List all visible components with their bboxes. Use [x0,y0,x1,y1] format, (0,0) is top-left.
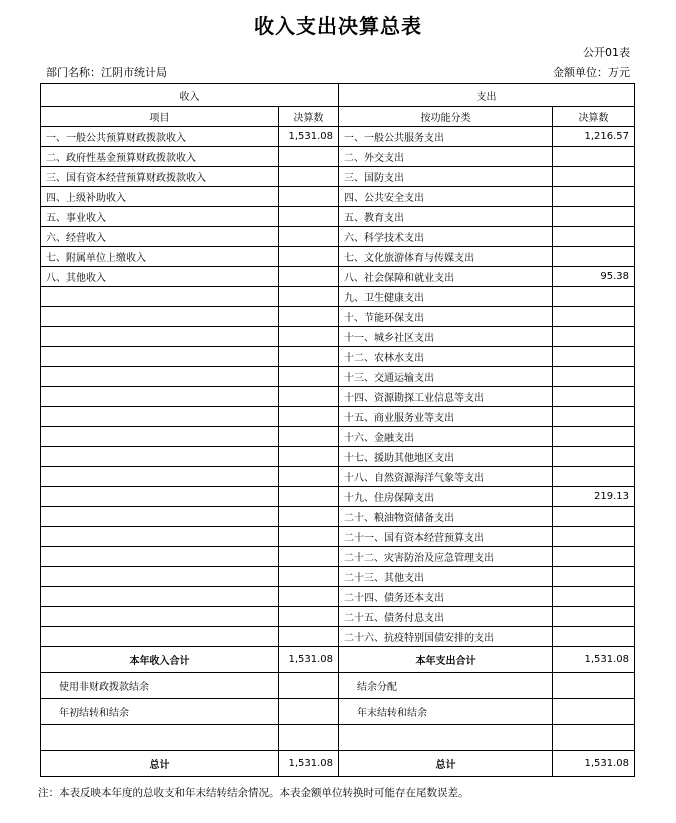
amount-unit: 金额单位：万元 [553,66,630,79]
income-item-value [279,227,339,247]
income-item-value [279,507,339,527]
income-item-name [41,627,279,647]
table-row [41,207,635,227]
table-row [41,167,635,187]
expense-item-name: 五、教育支出 [339,207,553,227]
expense-item-name: 四、公共安全支出 [339,187,553,207]
income-extra-value [279,673,339,699]
income-item-value [279,527,339,547]
table-row [41,487,635,507]
income-item-value [279,147,339,167]
grand-total-row [41,751,635,777]
income-header: 收入 [41,84,339,107]
income-item-name [41,507,279,527]
expense-item-name: 九、卫生健康支出 [339,287,553,307]
year-expense-total-label: 本年支出合计 [339,647,553,673]
expense-item-name: 二十五、债务付息支出 [339,607,553,627]
income-extra-name: 年初结转和结余 [41,699,279,725]
function-class-header: 按功能分类 [339,107,553,127]
table-row [41,607,635,627]
expense-item-name: 十四、资源勘探工业信息等支出 [339,387,553,407]
expense-extra-value [553,699,635,725]
income-item-value [279,327,339,347]
expense-extra-name: 年末结转和结余 [339,699,553,725]
grand-total-expense-value: 1,531.08 [553,751,635,777]
income-item-value [279,187,339,207]
table-row [41,127,635,147]
table-row [41,147,635,167]
grand-total-income-label: 总计 [41,751,279,777]
table-row [41,247,635,267]
year-expense-total-value: 1,531.08 [553,647,635,673]
expense-item-value [553,407,635,427]
table-row [41,447,635,467]
income-item-name: 二、政府性基金预算财政拨款收入 [41,147,279,167]
table-row [41,467,635,487]
income-item-value [279,287,339,307]
income-item-name [41,447,279,467]
income-item-name: 四、上级补助收入 [41,187,279,207]
income-item-name [41,587,279,607]
expense-item-name: 十二、农林水支出 [339,347,553,367]
expense-item-value [553,207,635,227]
table-row [41,507,635,527]
income-item-value [279,167,339,187]
income-item-name: 八、其他收入 [41,267,279,287]
table-row [41,367,635,387]
form-number: 公开01表 [583,46,630,59]
table-row [41,427,635,447]
income-item-name [41,307,279,327]
expense-item-name: 十八、自然资源海洋气象等支出 [339,467,553,487]
expense-item-name: 一、一般公共服务支出 [339,127,553,147]
income-item-value [279,307,339,327]
table-row [41,287,635,307]
table-row [41,327,635,347]
expense-item-value [553,547,635,567]
header-row-1 [41,84,635,107]
income-item-value [279,547,339,567]
income-item-value [279,207,339,227]
expense-item-name: 三、国防支出 [339,167,553,187]
expense-item-name: 十六、金融支出 [339,427,553,447]
year-income-total-value: 1,531.08 [279,647,339,673]
income-extra-name [41,725,279,751]
income-item-name [41,347,279,367]
expense-item-name: 八、社会保障和就业支出 [339,267,553,287]
income-item-name [41,387,279,407]
expense-item-value [553,387,635,407]
expense-item-name: 十、节能环保支出 [339,307,553,327]
expense-extra-name [339,725,553,751]
amount2-header: 决算数 [553,107,635,127]
header-row-2 [41,107,635,127]
expense-item-name: 二十二、灾害防治及应急管理支出 [339,547,553,567]
income-item-value [279,487,339,507]
income-item-name [41,327,279,347]
expense-item-value [553,227,635,247]
income-item-name [41,467,279,487]
grand-total-income-value: 1,531.08 [279,751,339,777]
expense-item-value [553,627,635,647]
income-item-name [41,567,279,587]
expense-item-name: 六、科学技术支出 [339,227,553,247]
page-title: 收入支出决算总表 [254,14,422,38]
table-row [41,187,635,207]
expense-item-value [553,587,635,607]
table-row [41,725,635,751]
income-item-value [279,467,339,487]
income-item-name: 六、经营收入 [41,227,279,247]
expense-item-value [553,607,635,627]
amount-header: 决算数 [279,107,339,127]
expense-extra-value [553,673,635,699]
table-row [41,307,635,327]
income-item-value [279,627,339,647]
income-item-value [279,447,339,467]
year-income-total-label: 本年收入合计 [41,647,279,673]
table-note: 注：本表反映本年度的总收支和年末结转结余情况。本表金额单位转换时可能存在尾数误差。 [38,787,469,799]
expense-item-value [553,247,635,267]
expense-item-name: 十三、交通运输支出 [339,367,553,387]
expense-item-name: 二十四、债务还本支出 [339,587,553,607]
income-item-value [279,267,339,287]
expense-item-value [553,147,635,167]
income-item-name [41,427,279,447]
expense-item-value: 1,216.57 [553,127,635,147]
income-item-name: 五、事业收入 [41,207,279,227]
expense-extra-value [553,725,635,751]
expense-item-value: 219.13 [553,487,635,507]
income-item-name [41,287,279,307]
table-row [41,267,635,287]
table-row [41,673,635,699]
expense-item-name: 十七、援助其他地区支出 [339,447,553,467]
expense-item-value: 95.38 [553,267,635,287]
income-item-name [41,547,279,567]
department-name: 部门名称：江阴市统计局 [46,66,167,79]
expense-item-value [553,367,635,387]
expense-header: 支出 [339,84,635,107]
expense-item-name: 七、文化旅游体育与传媒支出 [339,247,553,267]
table-row [41,567,635,587]
table-row [41,587,635,607]
expense-item-name: 二、外交支出 [339,147,553,167]
expense-item-value [553,327,635,347]
table-row [41,347,635,367]
expense-item-value [553,567,635,587]
income-item-name [41,367,279,387]
expense-item-name: 十一、城乡社区支出 [339,327,553,347]
table-row [41,227,635,247]
expense-item-name: 二十一、国有资本经营预算支出 [339,527,553,547]
table-row [41,627,635,647]
expense-item-value [553,187,635,207]
income-item-name: 一、一般公共预算财政拨款收入 [41,127,279,147]
income-item-name [41,407,279,427]
expense-item-name: 十九、住房保障支出 [339,487,553,507]
expense-item-name: 二十、粮油物资储备支出 [339,507,553,527]
income-item-value [279,347,339,367]
expense-item-value [553,507,635,527]
table-row [41,699,635,725]
year-total-row [41,647,635,673]
income-item-name [41,527,279,547]
grand-total-expense-label: 总计 [339,751,553,777]
income-item-value [279,587,339,607]
summary-table [40,83,635,777]
income-item-value [279,367,339,387]
expense-item-value [553,167,635,187]
item-header: 项目 [41,107,279,127]
expense-item-value [553,307,635,327]
table-row [41,387,635,407]
income-item-name [41,487,279,507]
table-row [41,407,635,427]
income-item-value [279,567,339,587]
income-item-name [41,607,279,627]
expense-item-value [553,347,635,367]
income-extra-name: 使用非财政拨款结余 [41,673,279,699]
expense-item-value [553,467,635,487]
income-item-name: 三、国有资本经营预算财政拨款收入 [41,167,279,187]
expense-extra-name: 结余分配 [339,673,553,699]
expense-item-name: 二十六、抗疫特别国债安排的支出 [339,627,553,647]
income-item-value: 1,531.08 [279,127,339,147]
income-item-name: 七、附属单位上缴收入 [41,247,279,267]
income-item-value [279,427,339,447]
expense-item-name: 十五、商业服务业等支出 [339,407,553,427]
expense-item-name: 二十三、其他支出 [339,567,553,587]
expense-item-value [553,287,635,307]
income-item-value [279,407,339,427]
expense-item-value [553,447,635,467]
expense-item-value [553,427,635,447]
income-extra-value [279,725,339,751]
table-row [41,547,635,567]
income-item-value [279,247,339,267]
table-row [41,527,635,547]
expense-item-value [553,527,635,547]
income-item-value [279,387,339,407]
income-extra-value [279,699,339,725]
income-item-value [279,607,339,627]
